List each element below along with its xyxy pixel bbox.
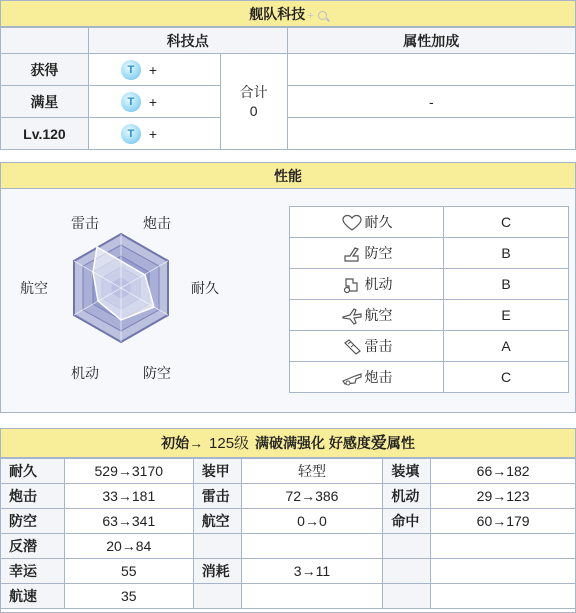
grade-value: B — [444, 238, 569, 269]
tech-row-label: 满星 — [1, 86, 89, 118]
tech-point-icon: T — [121, 92, 141, 112]
stats-row — [1, 484, 576, 509]
stat-label: 装甲 — [193, 459, 241, 484]
tech-row-label: 获得 — [1, 54, 89, 86]
stat-label: 反潜 — [1, 534, 65, 559]
grade-row: 防空 B — [290, 238, 569, 269]
grade-row: 航空 E — [290, 300, 569, 331]
stat-value: 29→123 — [431, 484, 576, 509]
radar-label-firepower: 炮击 — [143, 215, 171, 231]
tech-row-value: T + — [88, 118, 220, 150]
stats-level: 125级 — [209, 435, 250, 452]
tech-total-label: 合计 — [239, 83, 268, 100]
tech-total-cell — [220, 54, 287, 150]
stat-value: 33→181 — [64, 484, 193, 509]
radar-label-durability: 耐久 — [191, 280, 219, 296]
stat-label — [383, 534, 431, 559]
stats-row — [1, 559, 576, 584]
grade-value: C — [444, 362, 569, 393]
tech-total-value: 0 — [249, 102, 258, 119]
grade-value: A — [444, 331, 569, 362]
fleet-tech-panel — [0, 0, 576, 150]
grade-value: B — [444, 269, 569, 300]
attribute-bonus-header: 属性加成 — [287, 28, 575, 54]
stats-row — [1, 459, 576, 484]
stat-value: 20→84 — [64, 534, 193, 559]
stat-value — [431, 534, 576, 559]
stat-value: 55 — [64, 559, 193, 584]
love-mark: 爱 — [370, 435, 387, 452]
grade-row: 炮击 C — [290, 362, 569, 393]
stat-label — [193, 584, 241, 609]
stats-row — [1, 534, 576, 559]
stats-panel — [0, 428, 576, 613]
stat-value: 72→386 — [241, 484, 383, 509]
stat-label: 装填 — [383, 459, 431, 484]
heart-icon — [341, 214, 363, 232]
performance-panel — [0, 162, 576, 413]
performance-grade-table — [289, 206, 569, 393]
stat-label: 幸运 — [1, 559, 65, 584]
stat-value: 35 — [64, 584, 193, 609]
stat-value — [431, 584, 576, 609]
grade-row: 机动 B — [290, 269, 569, 300]
stat-label — [193, 534, 241, 559]
grade-row: 耐久 C — [290, 207, 569, 238]
stat-value: 63→341 — [64, 509, 193, 534]
stat-label: 机动 — [383, 484, 431, 509]
stat-label: 炮击 — [1, 484, 65, 509]
stat-label: 航空 — [193, 509, 241, 534]
stats-header: 初始→ 125级 满破满强化 好感度爱属性 — [1, 429, 575, 458]
torpedo-icon — [341, 338, 363, 356]
tech-point-icon: T — [121, 124, 141, 144]
fleet-tech-title: 舰队科技 — [249, 6, 306, 22]
tech-row-value: T + — [88, 54, 220, 86]
performance-radar-chart — [1, 190, 287, 414]
fleet-tech-table — [0, 27, 576, 150]
stat-value — [241, 584, 383, 609]
stat-label — [383, 559, 431, 584]
stat-label: 消耗 — [193, 559, 241, 584]
stat-label — [383, 584, 431, 609]
stat-value — [241, 534, 383, 559]
stat-label: 耐久 — [1, 459, 65, 484]
stats-table — [0, 458, 576, 609]
stat-label: 命中 — [383, 509, 431, 534]
tech-row-value: T + — [88, 86, 220, 118]
stat-value: 0→0 — [241, 509, 383, 534]
cannon-icon — [341, 369, 363, 387]
stats-row — [1, 509, 576, 534]
stat-value — [431, 559, 576, 584]
stat-value: 轻型 — [241, 459, 383, 484]
search-icon[interactable] — [318, 11, 327, 20]
stat-label: 雷击 — [193, 484, 241, 509]
tech-row-label: Lv.120 — [1, 118, 89, 150]
radar-label-antiair: 防空 — [143, 365, 171, 381]
tech-point-icon: T — [121, 60, 141, 80]
stat-value: 3→11 — [241, 559, 383, 584]
grade-value: E — [444, 300, 569, 331]
stat-value: 60→179 — [431, 509, 576, 534]
tech-points-header: 科技点 — [88, 28, 287, 54]
grade-value: C — [444, 207, 569, 238]
radar-label-aviation: 航空 — [20, 280, 48, 296]
fleet-tech-header — [1, 1, 575, 27]
stat-value: 66→182 — [431, 459, 576, 484]
attribute-bonus-value: - — [287, 86, 575, 118]
antiair-gun-icon — [341, 245, 363, 263]
stats-row — [1, 584, 576, 609]
radar-label-mobility: 机动 — [71, 365, 99, 381]
stat-label: 航速 — [1, 584, 65, 609]
aircraft-icon — [341, 307, 363, 325]
edit-mark[interactable]: + — [307, 10, 314, 22]
stat-value: 529→3170 — [64, 459, 193, 484]
mobility-icon — [341, 276, 363, 294]
performance-header: 性能 — [1, 163, 575, 189]
stat-label: 防空 — [1, 509, 65, 534]
grade-row: 雷击 A — [290, 331, 569, 362]
radar-label-torpedo: 雷击 — [71, 215, 99, 231]
